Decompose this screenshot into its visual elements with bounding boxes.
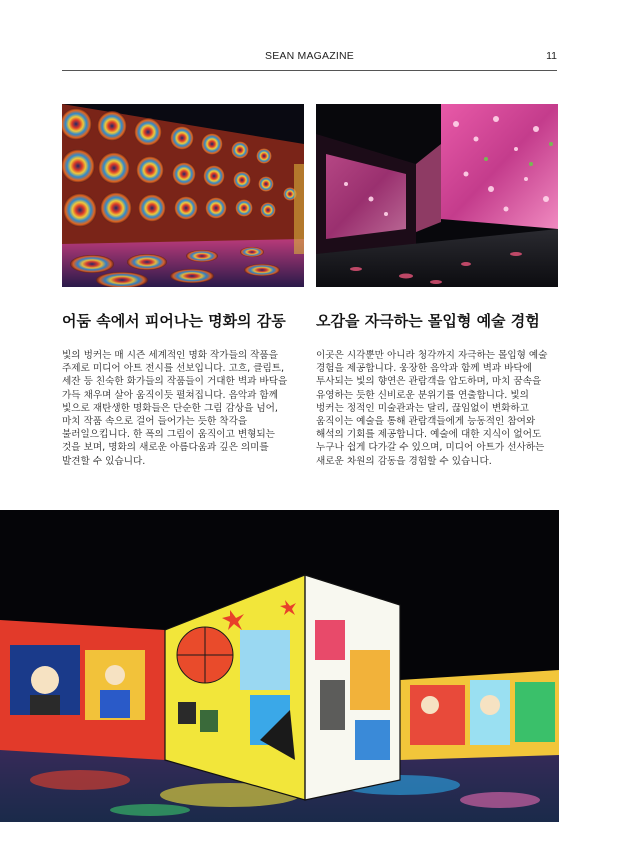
body-line: 해석의 기회를 제공합니다. 예술에 대한 지식이 없어도 (316, 429, 542, 441)
body-line: 빛의 벙커는 매 시즌 세계적인 명화 작가들의 작품을 (62, 350, 278, 361)
body-line: 누구나 쉽게 다가갈 수 있으며, 미디어 아트가 선사하는 (316, 442, 545, 454)
body-line: 유영하는 듯한 신비로운 분위기를 연출합니다. 빛의 (316, 389, 529, 401)
body-line: 움직이는 예술을 통해 관람객들에게 능동적인 참여와 (316, 416, 536, 428)
article-heading: 어둠 속에서 피어나는 명화의 감동 (62, 312, 286, 330)
body-line: 새로운 차원의 감동을 경험할 수 있습니다. (316, 455, 492, 467)
body-line: 투사되는 빛의 향연은 관람객을 압도하며, 마치 꿈속을 (316, 376, 542, 388)
article-body (62, 349, 304, 468)
body-line: 경험을 제공합니다. 웅장한 음악과 함께 벽과 바닥에 (316, 363, 532, 375)
article-body (316, 349, 558, 468)
body-line: 마치 작품 속으로 걸어 들어가는 듯한 착각을 (62, 416, 248, 428)
pop-art-comic-exhibition-photo (0, 510, 559, 822)
body-line: 발견할 수 있습니다. (62, 455, 146, 467)
concentric-circles-exhibition-photo (62, 104, 304, 287)
pink-blossom-exhibition-photo (316, 104, 558, 287)
body-line: 불러일으킵니다. 한 폭의 그림이 움직이고 변형되는 (62, 429, 275, 441)
body-line: 세잔 등 친숙한 화가들의 작품들이 거대한 벽과 바닥을 (62, 376, 288, 388)
article-heading: 오감을 자극하는 몰입형 예술 경험 (316, 312, 540, 330)
body-line: 가득 채우며 살아 움직이듯 펼쳐집니다. 음악과 함께 (62, 389, 278, 401)
body-line: 벙커는 정적인 미술관과는 달리, 끊임없이 변화하고 (316, 402, 529, 414)
page-number: 11 (546, 50, 557, 62)
body-line: 주제로 미디어 아트 전시를 선보입니다. 고흐, 클림트, (62, 363, 285, 375)
body-line: 이곳은 시각뿐만 아니라 청각까지 자극하는 몰입형 예술 (316, 350, 548, 361)
body-line: 빛으로 재탄생한 명화들은 단순한 그림 감상을 넘어, (62, 402, 278, 414)
magazine-title: SEAN MAGAZINE (265, 50, 354, 62)
body-line: 것을 보며, 명화의 새로운 아름다움과 깊은 의미를 (62, 442, 269, 454)
header-divider (62, 70, 557, 71)
